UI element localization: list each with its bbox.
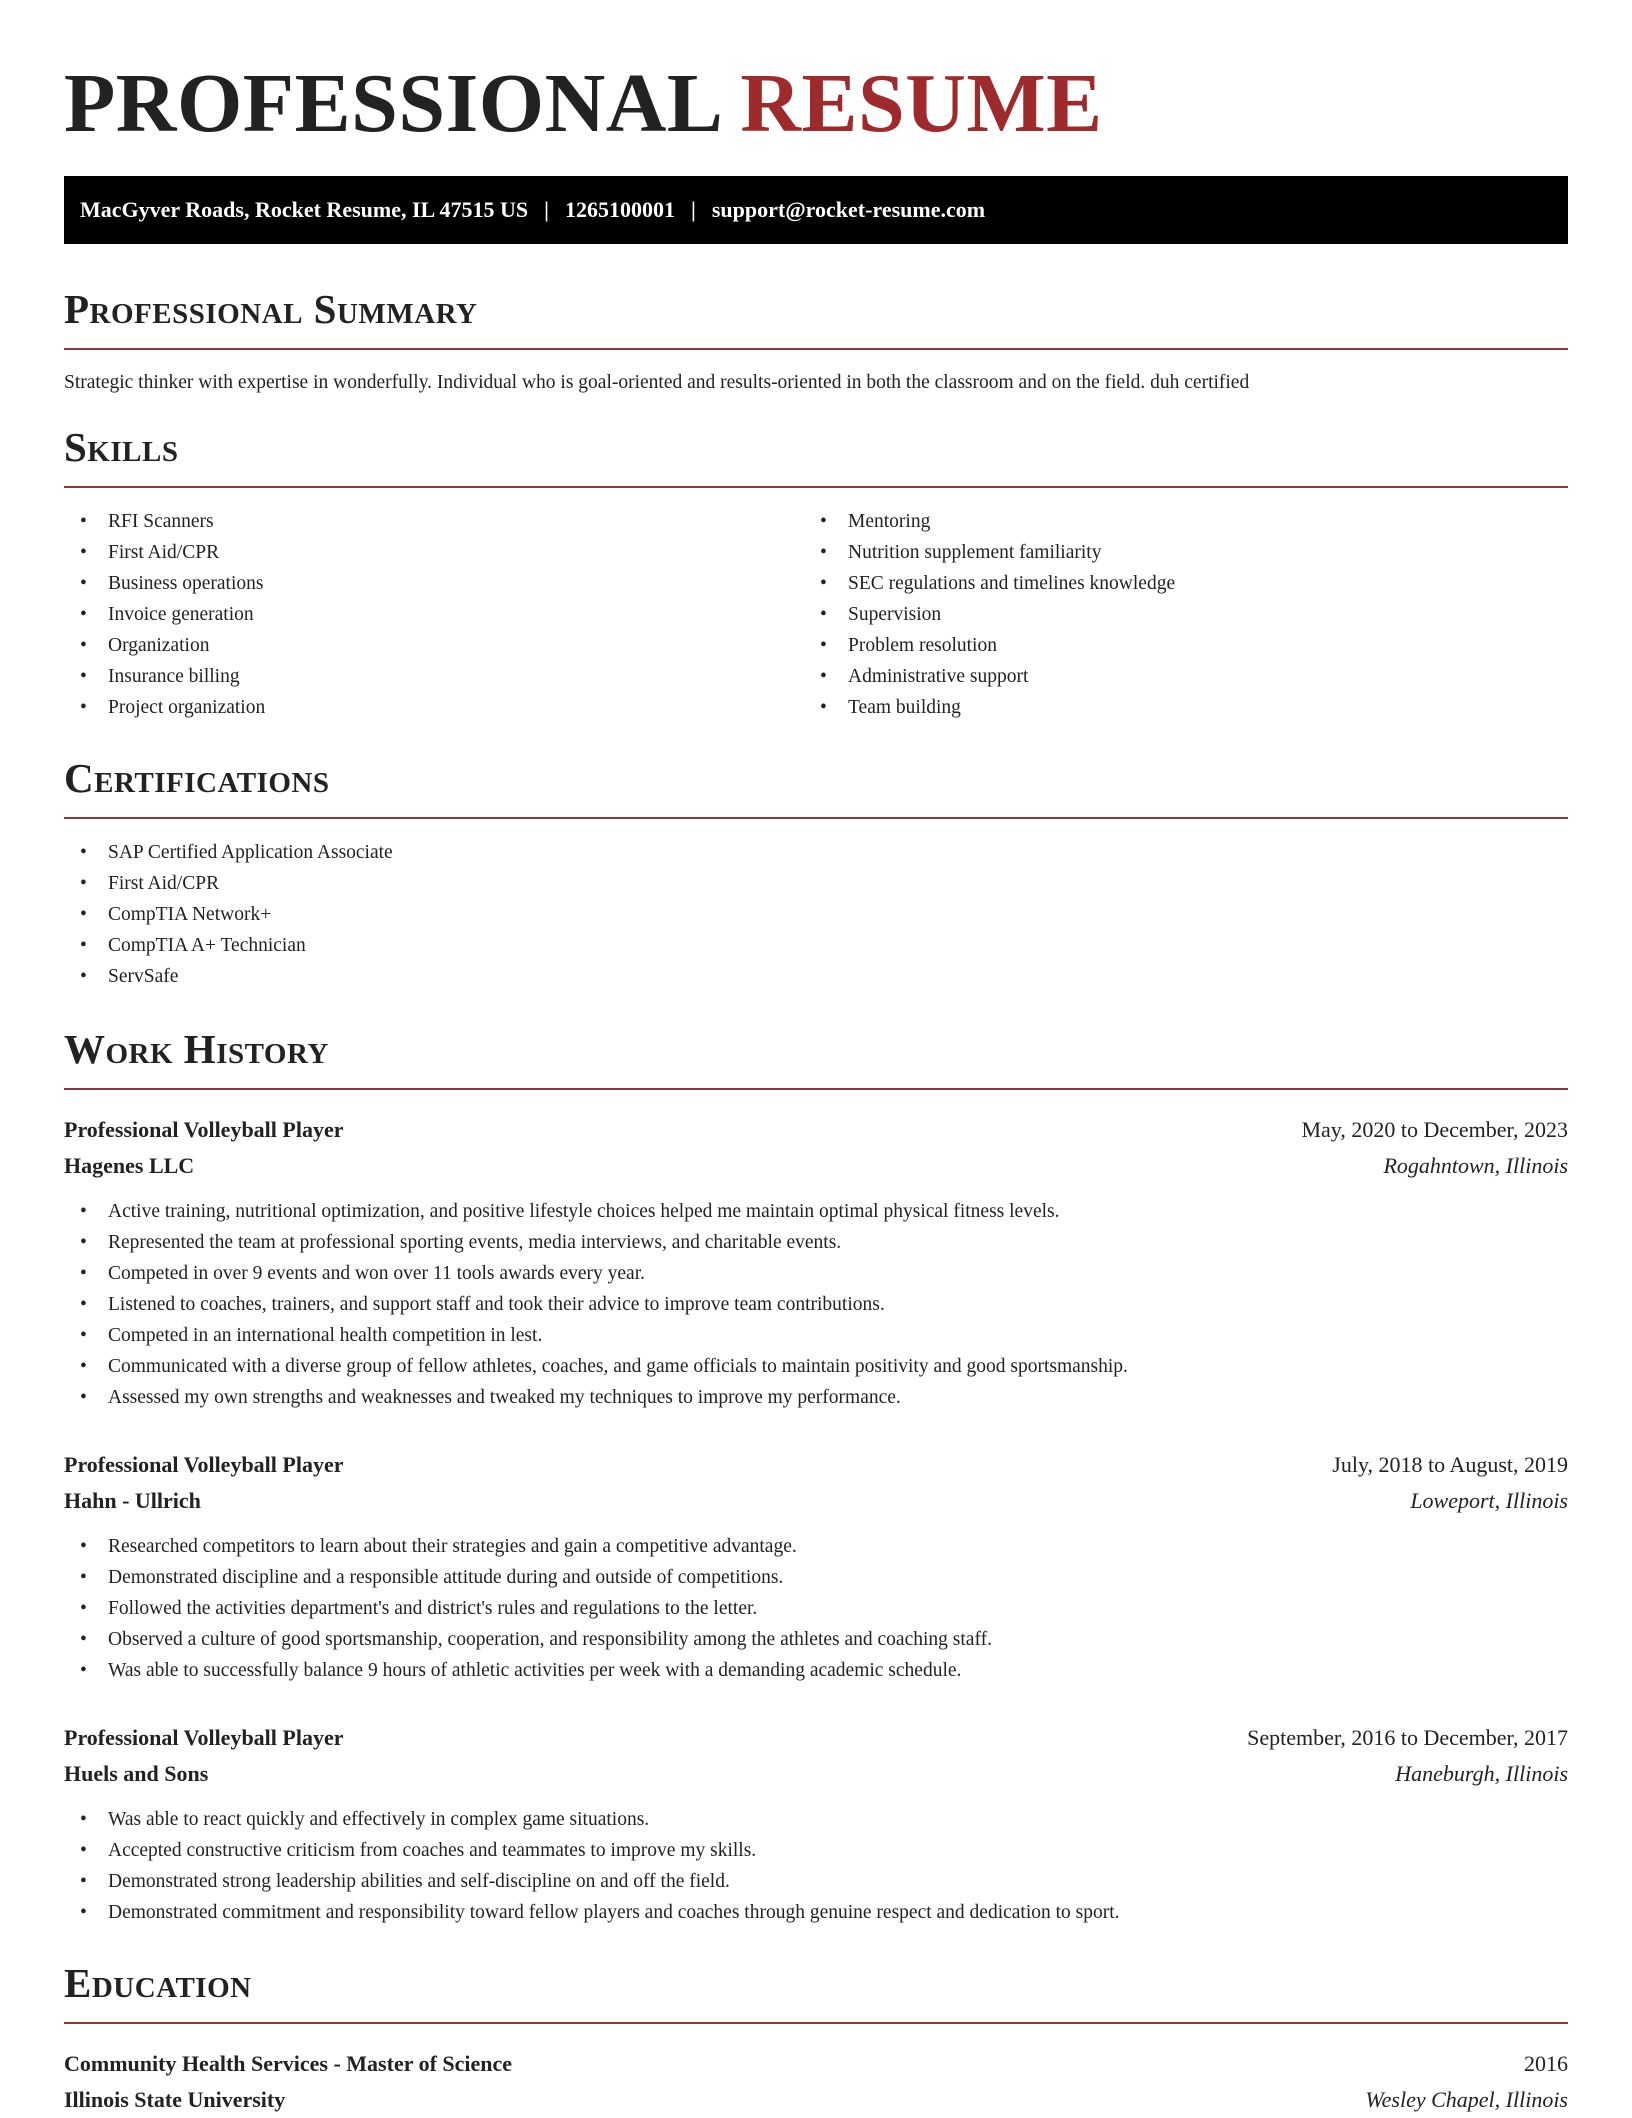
education-school-row bbox=[64, 2082, 1568, 2118]
section-heading-certifications: Certifications bbox=[64, 755, 330, 801]
summary-section bbox=[64, 284, 1568, 396]
education-degree: Community Health Services - Master of Science bbox=[64, 2051, 513, 2076]
title-first-word: PROFESSIONAL bbox=[64, 57, 719, 150]
contact-phone: 1265100001 bbox=[564, 197, 675, 222]
job-duty-item: • Competed in an international health competition in lest. bbox=[64, 1320, 1568, 1351]
job-company-row bbox=[64, 1756, 1568, 1792]
section-heading-skills: Skills bbox=[64, 424, 179, 470]
skill-item: • Supervision bbox=[804, 599, 1544, 630]
contact-email: support@rocket-resume.com bbox=[711, 197, 986, 222]
job-company-row bbox=[64, 1148, 1568, 1184]
contact-address: MacGyver Roads, Rocket Resume, IL 47515 US bbox=[80, 197, 529, 222]
contact-separator: | bbox=[690, 197, 696, 222]
summary-text: Strategic thinker with expertise in wonderfully. Individual who is goal-oriented and results-oriented in both the classroom and on the field. duh certified bbox=[64, 372, 1250, 393]
skills-columns bbox=[64, 488, 1568, 723]
education-degree-row bbox=[64, 2046, 1568, 2082]
work-history-section bbox=[64, 1024, 1568, 1928]
job-duties-list bbox=[64, 1804, 1568, 1928]
skill-item: • Business operations bbox=[64, 568, 804, 599]
job-location: Loweport, Illinois bbox=[1410, 1488, 1568, 1513]
resume-title bbox=[64, 56, 1568, 152]
job-entry bbox=[64, 1720, 1568, 1928]
job-dates: July, 2018 to August, 2019 bbox=[1332, 1452, 1568, 1477]
certification-item: • CompTIA Network+ bbox=[64, 899, 1568, 930]
job-title-row bbox=[64, 1720, 1568, 1756]
job-duty-item: • Demonstrated commitment and responsibility toward fellow players and coaches through genuine respect and dedication to sport. bbox=[64, 1897, 1568, 1928]
section-divider bbox=[64, 2022, 1568, 2024]
skill-item: • RFI Scanners bbox=[64, 506, 804, 537]
skills-list-right bbox=[804, 506, 1544, 723]
skill-item: • Project organization bbox=[64, 692, 804, 723]
job-duty-item: • Researched competitors to learn about their strategies and gain a competitive advantage. bbox=[64, 1531, 1568, 1562]
skills-section bbox=[64, 422, 1568, 723]
section-divider bbox=[64, 348, 1568, 350]
job-duty-item: • Accepted constructive criticism from coaches and teammates to improve my skills. bbox=[64, 1835, 1568, 1866]
job-duty-item: • Was able to react quickly and effectively in complex game situations. bbox=[64, 1804, 1568, 1835]
education-entry bbox=[64, 2046, 1568, 2118]
skill-item: • Administrative support bbox=[804, 661, 1544, 692]
section-heading-work-history: Work History bbox=[64, 1026, 329, 1072]
job-duty-item: • Communicated with a diverse group of fellow athletes, coaches, and game officials to maintain positivity and good sportsmanship. bbox=[64, 1351, 1568, 1382]
contact-bar bbox=[64, 176, 1568, 244]
skill-item: • Mentoring bbox=[804, 506, 1544, 537]
job-duty-item: • Assessed my own strengths and weaknesses and tweaked my techniques to improve my performance. bbox=[64, 1382, 1568, 1413]
title-second-word: RESUME bbox=[740, 57, 1103, 150]
job-duty-item: • Followed the activities department's and district's rules and regulations to the letter. bbox=[64, 1593, 1568, 1624]
job-title-row bbox=[64, 1112, 1568, 1148]
section-divider bbox=[64, 817, 1568, 819]
section-heading-education: Education bbox=[64, 1960, 252, 2006]
education-school: Illinois State University bbox=[64, 2087, 286, 2112]
job-entry bbox=[64, 1112, 1568, 1413]
skill-item: • Organization bbox=[64, 630, 804, 661]
certification-item: • ServSafe bbox=[64, 961, 1568, 992]
skill-item: • First Aid/CPR bbox=[64, 537, 804, 568]
job-dates: May, 2020 to December, 2023 bbox=[1301, 1117, 1568, 1142]
job-duty-item: • Listened to coaches, trainers, and support staff and took their advice to improve team contributions. bbox=[64, 1289, 1568, 1320]
skill-item: • Team building bbox=[804, 692, 1544, 723]
job-company: Hagenes LLC bbox=[64, 1153, 195, 1178]
skill-item: • Invoice generation bbox=[64, 599, 804, 630]
education-location: Wesley Chapel, Illinois bbox=[1365, 2087, 1568, 2112]
job-company-row bbox=[64, 1483, 1568, 1519]
contact-separator: | bbox=[544, 197, 549, 222]
skills-list-left bbox=[64, 506, 804, 723]
skill-item: • Problem resolution bbox=[804, 630, 1544, 661]
job-title-row bbox=[64, 1447, 1568, 1483]
job-title: Professional Volleyball Player bbox=[64, 1725, 344, 1750]
section-heading-summary: Professional Summary bbox=[64, 286, 478, 332]
job-duty-item: • Demonstrated strong leadership abilities and self-discipline on and off the field. bbox=[64, 1866, 1568, 1897]
job-duty-item: • Demonstrated discipline and a responsible attitude during and outside of competitions. bbox=[64, 1562, 1568, 1593]
job-duty-item: • Active training, nutritional optimization, and positive lifestyle choices helped me maintain optimal physical fitness levels. bbox=[64, 1196, 1568, 1227]
skill-item: • SEC regulations and timelines knowledge bbox=[804, 568, 1544, 599]
job-duty-item: • Observed a culture of good sportsmanship, cooperation, and responsibility among the athletes and coaching staff. bbox=[64, 1624, 1568, 1655]
job-duties-list bbox=[64, 1196, 1568, 1413]
education-year: 2016 bbox=[1524, 2051, 1568, 2076]
job-location: Haneburgh, Illinois bbox=[1395, 1761, 1568, 1786]
job-duties-list bbox=[64, 1531, 1568, 1686]
section-divider bbox=[64, 1088, 1568, 1090]
job-dates: September, 2016 to December, 2017 bbox=[1247, 1725, 1568, 1750]
certification-item: • SAP Certified Application Associate bbox=[64, 837, 1568, 868]
certification-item: • CompTIA A+ Technician bbox=[64, 930, 1568, 961]
job-title: Professional Volleyball Player bbox=[64, 1117, 344, 1142]
certifications-section bbox=[64, 753, 1568, 992]
job-duty-item: • Represented the team at professional sporting events, media interviews, and charitable events. bbox=[64, 1227, 1568, 1258]
education-section bbox=[64, 1958, 1568, 2118]
job-title: Professional Volleyball Player bbox=[64, 1452, 344, 1477]
job-company: Hahn - Ullrich bbox=[64, 1488, 201, 1513]
certification-item: • First Aid/CPR bbox=[64, 868, 1568, 899]
skill-item: • Nutrition supplement familiarity bbox=[804, 537, 1544, 568]
skill-item: • Insurance billing bbox=[64, 661, 804, 692]
job-location: Rogahntown, Illinois bbox=[1383, 1153, 1568, 1178]
job-entry bbox=[64, 1447, 1568, 1686]
job-duty-item: • Was able to successfully balance 9 hours of athletic activities per week with a demanding academic schedule. bbox=[64, 1655, 1568, 1686]
job-duty-item: • Competed in over 9 events and won over 11 tools awards every year. bbox=[64, 1258, 1568, 1289]
certifications-list bbox=[64, 837, 1568, 992]
job-company: Huels and Sons bbox=[64, 1761, 209, 1786]
